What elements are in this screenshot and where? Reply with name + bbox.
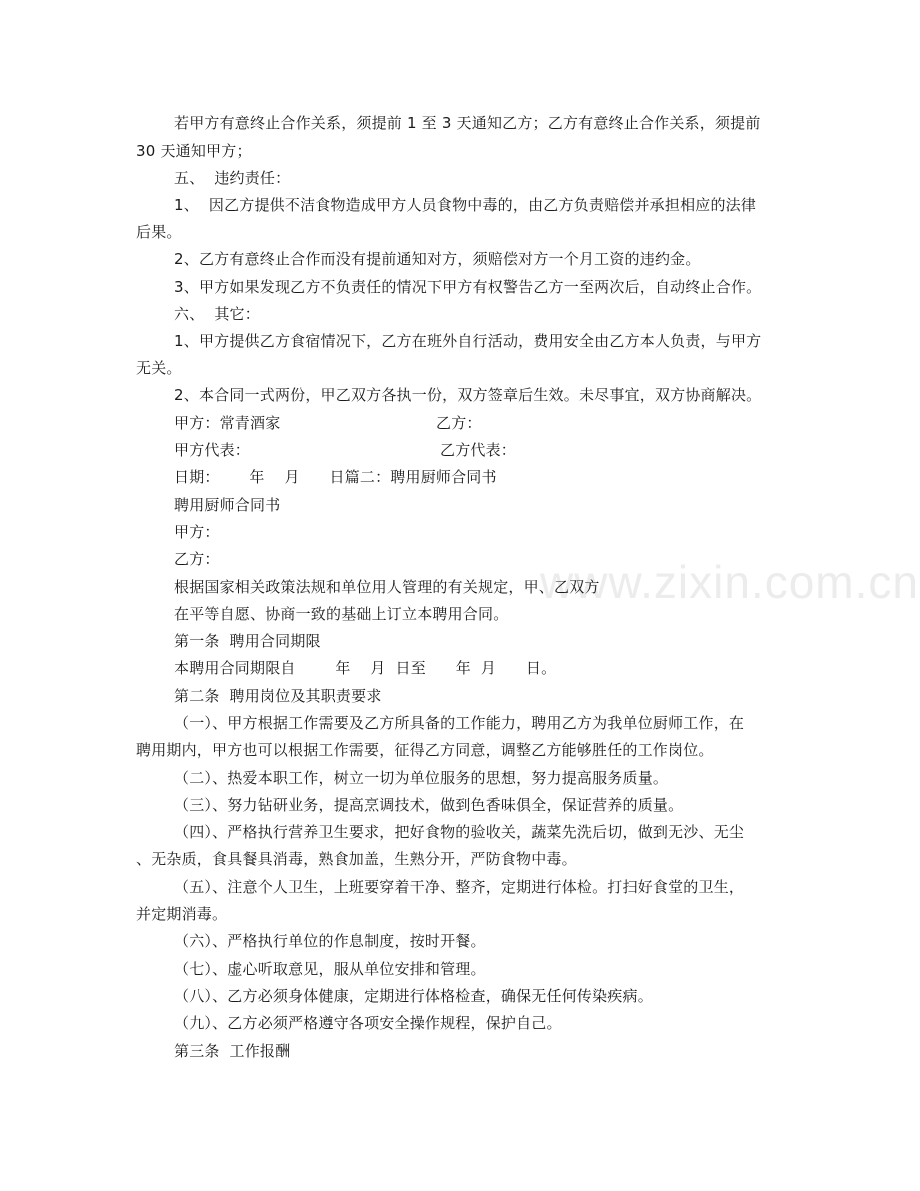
text-line: 无关。 [136,359,182,377]
text-line: （一）、甲方根据工作需要及乙方所具备的工作能力，聘用乙方为我单位厨师工作，在 [174,714,745,732]
watermark: www.zixin.com.cn [540,556,919,608]
party-a-field: 甲方：常青酒家 [174,414,281,432]
text-line: （五）、注意个人卫生，上班要穿着干净、整齐，定期进行体检。打扫好食堂的卫生， [174,878,745,896]
text-line: 在平等自愿、协商一致的基础上订立本聘用合同。 [174,605,509,623]
text-line: 聘用期内，甲方也可以根据工作需要，征得乙方同意，调整乙方能够胜任的工作岗位。 [136,741,714,759]
party-b-rep-field: 乙方代表： [440,441,517,459]
text-line: 30 天通知甲方； [136,142,252,160]
text-line: （八）、乙方必须身体健康，定期进行体格检查，确保无任何传染疾病。 [174,987,653,1005]
section-heading: 六、 其它： [174,305,260,323]
party-b-field: 乙方： [436,414,482,432]
article-heading: 第一条 聘用合同期限 [174,632,321,650]
contract-title: 聘用厨师合同书 [174,496,281,514]
article-heading: 第二条 聘用岗位及其职责要求 [174,687,382,705]
text-line: 1、甲方提供乙方食宿情况下，乙方在班外自行活动，费用安全由乙方本人负责，与甲方 [174,332,762,350]
text-line: 后果。 [136,223,182,241]
text-line: （三）、努力钻研业务，提高烹调技术，做到色香味俱全，保证营养的质量。 [174,796,684,814]
text-line: （四）、严格执行营养卫生要求，把好食物的验收关，蔬菜先洗后切，做到无沙、无尘 [174,823,745,841]
text-line: 本聘用合同期限自 年 月 日至 年 月 日。 [174,659,557,677]
text-line: （九）、乙方必须严格遵守各项安全操作规程，保护自己。 [174,1014,562,1032]
text-line: 、无杂质，食具餐具消毒，熟食加盖，生熟分开，严防食物中毒。 [136,850,577,868]
section-heading: 五、 违约责任： [174,169,291,187]
text-line: 甲方： [174,523,220,541]
date-line: 日期： 年 月 日篇二：聘用厨师合同书 [174,468,497,486]
text-line: 2、本合同一式两份，甲乙双方各执一份，双方签章后生效。未尽事宜，双方协商解决。 [174,386,762,404]
text-line: 根据国家相关政策法规和单位用人管理的有关规定，甲、乙双方 [174,578,600,596]
text-line: 并定期消毒。 [136,905,228,923]
text-line: 1、 因乙方提供不洁食物造成甲方人员食物中毒的，由乙方负责赔偿并承担相应的法律 [174,196,757,214]
party-a-rep-field: 甲方代表： [174,441,251,459]
text-line: （六）、严格执行单位的作息制度，按时开餐。 [174,932,486,950]
text-line: 3、甲方如果发现乙方不负责任的情况下甲方有权警告乙方一至两次后，自动终止合作。 [174,278,762,296]
text-line: 乙方： [174,550,220,568]
article-heading: 第三条 工作报酬 [174,1042,291,1060]
text-line: 2、乙方有意终止合作而没有提前通知对方，须赔偿对方一个月工资的违约金。 [174,250,701,268]
text-line: （七）、虚心听取意见，服从单位安排和管理。 [174,960,486,978]
text-line: 若甲方有意终止合作关系，须提前 1 至 3 天通知乙方；乙方有意终止合作关系，须提前 [174,114,761,132]
text-line: （二）、热爱本职工作，树立一切为单位服务的思想，努力提高服务质量。 [174,769,669,787]
